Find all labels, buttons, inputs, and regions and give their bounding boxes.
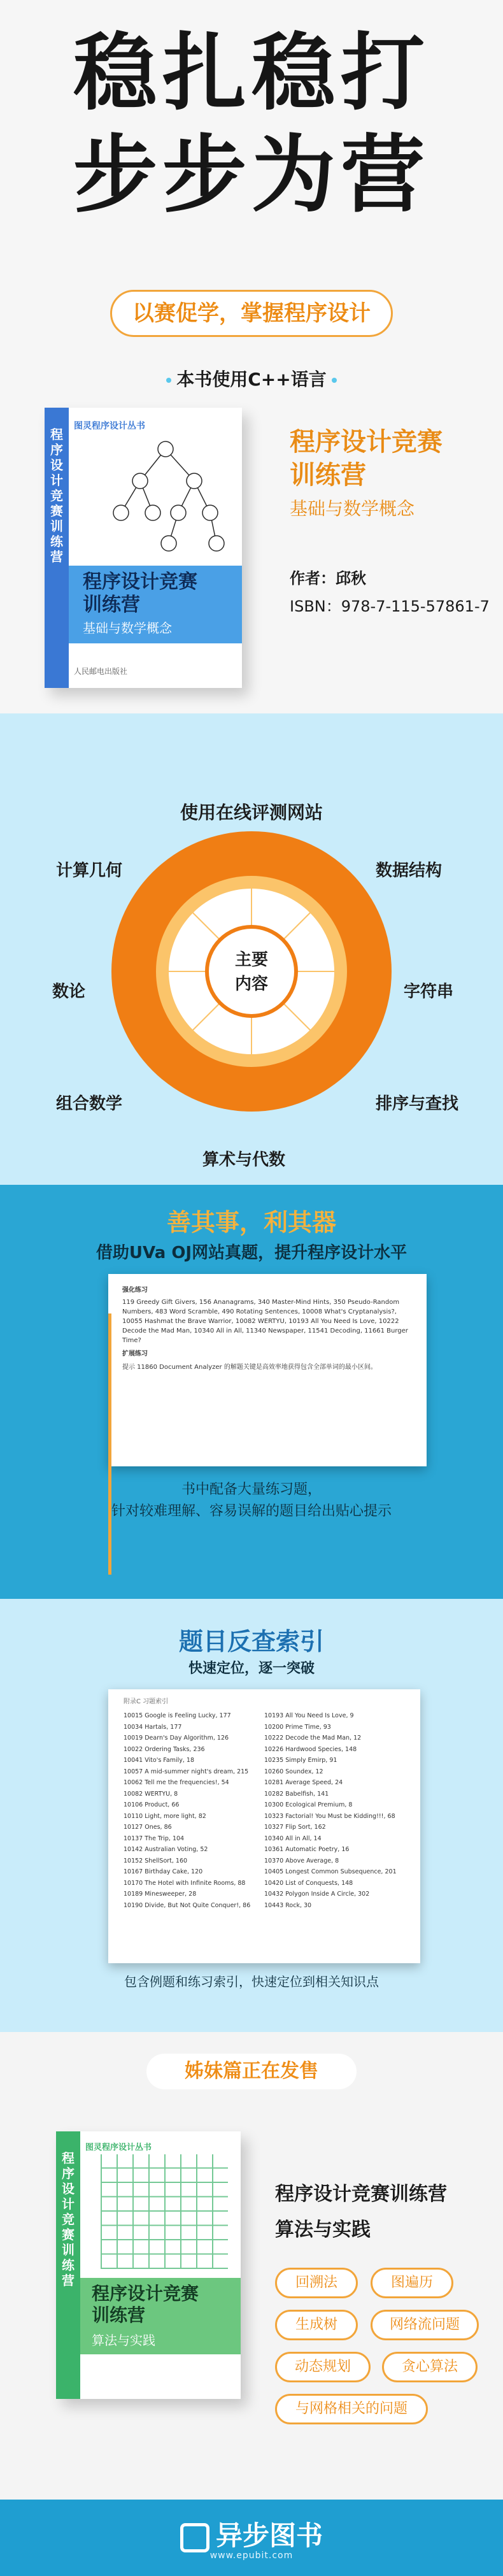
uva-note-line-1: 书中配备大量练习题， bbox=[181, 1482, 322, 1498]
cover-publisher: 人民邮电出版社 bbox=[74, 667, 128, 676]
dot-icon bbox=[166, 378, 171, 383]
wheel-top-label: 使用在线评测网站 bbox=[180, 802, 323, 823]
index-entry: 10327 Flip Sort, 162 bbox=[264, 1824, 326, 1831]
index-entry: 10405 Longest Common Subsequence, 201 bbox=[264, 1868, 397, 1875]
cover-logo: 图灵程序设计丛书 bbox=[74, 421, 145, 431]
index-entry: 10361 Automatic Poetry, 16 bbox=[264, 1846, 350, 1853]
cover-spine bbox=[45, 408, 69, 688]
wheel-label-strings: 字符串 bbox=[404, 982, 454, 1001]
book-title bbox=[290, 426, 493, 492]
wheel-label-combinatorics: 组合数学 bbox=[56, 1094, 123, 1113]
index-heading: 题目反查索引 bbox=[178, 1628, 324, 1656]
wave-divider bbox=[0, 701, 503, 752]
paper-subtitle: 扩展练习 bbox=[122, 1350, 148, 1357]
wheel-label-sorting: 排序与查找 bbox=[376, 1094, 459, 1113]
index-entry: 10015 Google is Feeling Lucky, 177 bbox=[124, 1712, 231, 1719]
cover-title: 程序设计竞赛 训练营 bbox=[83, 571, 197, 616]
index-column-2 bbox=[264, 1710, 405, 1911]
book-author: 作者：邱秋 bbox=[290, 569, 366, 587]
accent-rule bbox=[108, 1313, 111, 1575]
dot-icon bbox=[332, 378, 337, 383]
wheel-label-data-structures: 数据结构 bbox=[376, 861, 443, 880]
topic-chip: 回溯法 bbox=[275, 2268, 358, 2298]
topic-chip: 网络流问题 bbox=[371, 2310, 479, 2340]
topic-chip: 生成树 bbox=[275, 2310, 358, 2340]
topic-chip: 图遍历 bbox=[371, 2268, 453, 2298]
index-subheading: 快速定位，逐一突破 bbox=[188, 1661, 315, 1677]
wheel-center: 主要 内容 bbox=[234, 950, 268, 994]
cover-subtitle: 基础与数学概念 bbox=[83, 620, 172, 636]
index-entry: 10127 Ones, 86 bbox=[124, 1824, 172, 1831]
epubit-logo-icon bbox=[180, 2523, 209, 2552]
wheel-label-number-theory: 数论 bbox=[52, 982, 86, 1001]
topic-chip: 贪心算法 bbox=[382, 2352, 478, 2382]
index-entry: 10281 Average Speed, 24 bbox=[264, 1779, 343, 1786]
book-subtitle: 基础与数学概念 bbox=[290, 498, 415, 519]
language-note bbox=[0, 366, 503, 391]
wheel-label-arithmetic: 算术与代数 bbox=[202, 1150, 286, 1170]
paper-title: 强化练习 bbox=[122, 1287, 148, 1294]
index-entry: 10370 Above Average, 8 bbox=[264, 1857, 339, 1864]
index-entry: 10167 Birthday Cake, 120 bbox=[124, 1868, 203, 1875]
index-entry: 10222 Decode the Mad Man, 12 bbox=[264, 1735, 362, 1742]
uva-exercise-page bbox=[108, 1274, 427, 1466]
sister-title: 程序设计竞赛训练营 bbox=[275, 2183, 447, 2205]
binary-tree-illustration bbox=[102, 436, 229, 557]
index-entry: 10152 ShellSort, 160 bbox=[124, 1857, 188, 1864]
grid-illustration bbox=[101, 2154, 228, 2269]
index-entry: 10137 The Trip, 104 bbox=[124, 1835, 185, 1842]
sister-cover-subtitle: 算法与实践 bbox=[92, 2333, 155, 2348]
book-title-line-2: 训练营 bbox=[290, 461, 366, 490]
index-entry: 10260 Soundex, 12 bbox=[264, 1768, 323, 1775]
index-entry: 10110 Light, more light, 82 bbox=[124, 1812, 206, 1820]
index-entry: 10432 Polygon Inside A Circle, 302 bbox=[264, 1891, 370, 1898]
sister-book-cover bbox=[56, 2131, 241, 2399]
index-entry: 10340 All in All, 14 bbox=[264, 1835, 322, 1842]
index-entry: 10041 Vito's Family, 18 bbox=[124, 1757, 194, 1764]
index-entry: 10057 A mid-summer night's dream, 215 bbox=[124, 1768, 249, 1775]
wheel-label-geometry: 计算几何 bbox=[56, 861, 123, 880]
uva-subheading: 借助UVa OJ网站真题，提升程序设计水平 bbox=[96, 1243, 407, 1263]
index-entry: 10189 Minesweeper, 28 bbox=[124, 1891, 197, 1898]
index-entry: 10200 Prime Time, 93 bbox=[264, 1723, 331, 1731]
language-note-text: 本书使用C++语言 bbox=[176, 369, 327, 390]
index-entry: 10106 Product, 66 bbox=[124, 1801, 180, 1808]
index-entry: 10022 Ordering Tasks, 236 bbox=[124, 1745, 205, 1753]
tagline-pill: 以赛促学，掌握程序设计 bbox=[110, 290, 393, 337]
index-entry: 10082 WERTYU, 8 bbox=[124, 1790, 178, 1798]
index-entry: 10034 Hartals, 177 bbox=[124, 1723, 182, 1731]
topic-chip: 与网格相关的问题 bbox=[275, 2394, 428, 2424]
index-entry: 10142 Australian Voting, 52 bbox=[124, 1846, 208, 1853]
uva-heading: 善其事，利其器 bbox=[166, 1208, 336, 1236]
footer-logo-text: 异步图书 bbox=[215, 2520, 323, 2551]
cover-spine-text: 程序设计竞赛训练营 bbox=[50, 427, 63, 564]
hero-line-1: 稳扎稳打 bbox=[73, 24, 430, 122]
uva-note bbox=[0, 1479, 503, 1522]
index-note: 包含例题和练习索引，快速定位到相关知识点 bbox=[124, 1974, 379, 1989]
book-isbn: ISBN：978-7-115-57861-7 bbox=[290, 597, 490, 615]
index-column-1 bbox=[124, 1710, 264, 1911]
paper-tip: 提示 11860 Document Analyzer 的解题关键是高效率地获得包含全部单词的最小区间。 bbox=[122, 1364, 377, 1371]
cover-spine bbox=[56, 2131, 80, 2399]
sister-cover-title: 程序设计竞赛 训练营 bbox=[92, 2283, 199, 2326]
paper-text: 119 Greedy Gift Givers, 156 Ananagrams, 340 Master-Mind Hints, 350 Pseudo-Random Numbers, 483 Word Scramble, 490 Rotating Sentences, 10008 What's Cryptanalysis?, 10055 Hashmat the Brave Warrior, 10082 WERTYU, 10193 All You Need Is Love, 10222 Decode the Mad Man, 10340 All in All, 11340 Newspaper, 11541 Decoding, 11661 Burger Time? bbox=[122, 1299, 408, 1344]
index-entry: 10443 Rock, 30 bbox=[264, 1901, 312, 1909]
uva-note-line-2: 针对较难理解、容易误解的题目给出贴心提示 bbox=[111, 1503, 392, 1519]
cover-spine-text: 程序设计竞赛训练营 bbox=[62, 2150, 74, 2288]
index-page bbox=[108, 1689, 420, 1963]
index-entry: 10323 Factorial! You Must be Kidding!!!, 68 bbox=[264, 1812, 395, 1820]
index-header: 附录C 习题索引 bbox=[124, 1698, 169, 1705]
index-entry: 10190 Divide, But Not Quite Conquer!, 86 bbox=[124, 1901, 251, 1909]
index-entry: 10193 All You Need Is Love, 9 bbox=[264, 1712, 354, 1719]
index-entry: 10170 The Hotel with Infinite Rooms, 88 bbox=[124, 1879, 246, 1887]
book-title-line-1: 程序设计竞赛 bbox=[290, 427, 443, 457]
hero-line-2: 步步为营 bbox=[73, 126, 430, 224]
footer-logo bbox=[0, 2515, 503, 2553]
index-entry: 10420 List of Conquests, 148 bbox=[264, 1879, 353, 1887]
index-entry: 10019 Dearn's Day Algorithm, 126 bbox=[124, 1735, 229, 1742]
topic-chip: 动态规划 bbox=[275, 2352, 371, 2382]
index-entry: 10062 Tell me the frequencies!, 54 bbox=[124, 1779, 229, 1786]
sister-tag: 姊妹篇正在发售 bbox=[146, 2054, 357, 2089]
index-entry: 10282 Babelfish, 141 bbox=[264, 1790, 329, 1798]
footer-url: www.epubit.com bbox=[209, 2551, 294, 2561]
index-entry: 10235 Simply Emirp, 91 bbox=[264, 1757, 337, 1764]
index-entry: 10226 Hardwood Species, 148 bbox=[264, 1745, 357, 1753]
book-cover bbox=[45, 408, 242, 688]
cover-logo: 图灵程序设计丛书 bbox=[85, 2143, 152, 2152]
sister-subtitle: 算法与实践 bbox=[275, 2219, 371, 2241]
index-entry: 10300 Ecological Premium, 8 bbox=[264, 1801, 353, 1808]
